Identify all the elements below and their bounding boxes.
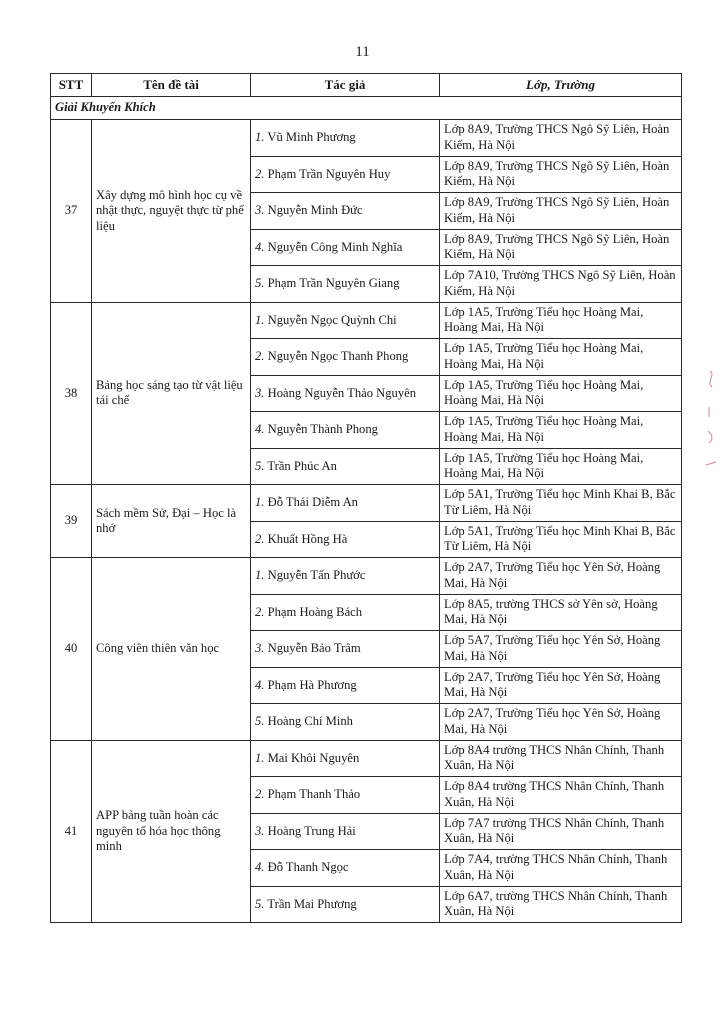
author-number: 2. — [255, 604, 265, 619]
class-school-cell: Lớp 8A9, Trường THCS Ngô Sỹ Liên, Hoàn Kiếm, Hà Nội — [440, 156, 682, 193]
section-title: Giải Khuyến Khích — [51, 97, 682, 120]
author-number: 3. — [255, 385, 265, 400]
author-name: Trần Phúc An — [267, 458, 337, 473]
class-school-cell: Lớp 6A7, trường THCS Nhân Chính, Thanh Xuân, Hà Nội — [440, 886, 682, 923]
author-name: Đỗ Thanh Ngọc — [267, 860, 349, 874]
header-topic: Tên đề tài — [92, 74, 251, 97]
author-cell — [251, 448, 440, 485]
author-number: 1. — [255, 750, 265, 765]
class-school-cell: Lớp 1A5, Trường Tiểu học Hoàng Mai, Hoàng Mai, Hà Nội — [440, 448, 682, 485]
author-name: Nguyễn Bảo Trâm — [267, 641, 361, 655]
author-cell — [251, 412, 440, 449]
class-school-cell: Lớp 8A9, Trường THCS Ngô Sỹ Liên, Hoàn Kiếm, Hà Nội — [440, 229, 682, 266]
author-cell — [251, 850, 440, 887]
class-school-cell: Lớp 2A7, Trường Tiểu học Yên Sở, Hoàng Mai, Hà Nội — [440, 558, 682, 595]
class-school-cell: Lớp 8A9, Trường THCS Ngô Sỹ Liên, Hoàn Kiếm, Hà Nội — [440, 120, 682, 157]
table-row — [51, 120, 682, 157]
author-cell — [251, 120, 440, 157]
class-school-cell: Lớp 1A5, Trường Tiểu học Hoàng Mai, Hoàng Mai, Hà Nội — [440, 339, 682, 376]
author-name: Phạm Trần Nguyên Giang — [267, 276, 400, 290]
author-cell — [251, 813, 440, 850]
topic-cell: Công viên thiên văn học — [92, 558, 251, 741]
author-name: Nguyễn Tấn Phước — [267, 568, 366, 582]
author-cell — [251, 667, 440, 704]
topic-cell: Bảng học sáng tạo từ vật liệu tái chế — [92, 302, 251, 485]
class-school-cell: Lớp 1A5, Trường Tiểu học Hoàng Mai, Hoàng Mai, Hà Nội — [440, 375, 682, 412]
author-number: 2. — [255, 531, 265, 546]
author-cell — [251, 156, 440, 193]
author-name: Nguyễn Thành Phong — [267, 422, 378, 436]
author-number: 1. — [255, 130, 265, 144]
author-number: 4. — [255, 239, 265, 254]
class-school-cell: Lớp 7A7 trường THCS Nhân Chính, Thanh Xuân, Hà Nội — [440, 813, 682, 850]
author-number: 1. — [255, 312, 265, 327]
author-number: 5. — [255, 896, 265, 911]
author-cell — [251, 594, 440, 631]
table-row — [51, 302, 682, 339]
author-name: Trần Mai Phương — [267, 896, 357, 911]
class-school-cell: Lớp 5A7, Trường Tiểu học Yên Sở, Hoàng Mai, Hà Nội — [440, 631, 682, 668]
author-name: Vũ Minh Phương — [267, 130, 356, 144]
author-name: Đỗ Thái Diễm An — [267, 495, 358, 509]
class-school-cell: Lớp 8A4 trường THCS Nhân Chính, Thanh Xuân, Hà Nội — [440, 777, 682, 814]
author-name: Nguyễn Ngọc Quỳnh Chi — [267, 312, 397, 327]
author-number: 3. — [255, 823, 265, 838]
author-number: 1. — [255, 568, 265, 582]
author-cell — [251, 777, 440, 814]
class-school-cell: Lớp 2A7, Trường Tiểu học Yên Sở, Hoàng Mai, Hà Nội — [440, 667, 682, 704]
author-cell — [251, 339, 440, 376]
author-number: 2. — [255, 166, 265, 181]
author-name: Phạm Hà Phương — [267, 677, 357, 692]
author-number: 3. — [255, 203, 265, 217]
table-body — [51, 97, 682, 923]
author-name: Nguyễn Công Minh Nghĩa — [267, 239, 403, 254]
author-cell — [251, 375, 440, 412]
class-school-cell: Lớp 5A1, Trường Tiểu học Minh Khai B, Bắc Từ Liêm, Hà Nội — [440, 521, 682, 558]
stt-cell: 41 — [51, 740, 92, 923]
margin-pen-marks — [700, 365, 722, 475]
author-number: 4. — [255, 677, 265, 692]
topic-cell: Xây dựng mô hình học cụ về nhật thực, nguyệt thực từ phế liệu — [92, 120, 251, 303]
class-school-cell: Lớp 1A5, Trường Tiểu học Hoàng Mai, Hoàng Mai, Hà Nội — [440, 412, 682, 449]
stt-cell: 38 — [51, 302, 92, 485]
author-name: Mai Khôi Nguyên — [267, 750, 360, 765]
author-name: Phạm Thanh Thảo — [267, 787, 361, 801]
topic-cell: APP bảng tuần hoàn các nguyên tố hóa học thông minh — [92, 740, 251, 923]
class-school-cell: Lớp 7A10, Trường THCS Ngô Sỹ Liên, Hoàn Kiếm, Hà Nội — [440, 266, 682, 303]
table-row — [51, 740, 682, 777]
author-cell — [251, 886, 440, 923]
page-number: 11 — [355, 44, 370, 60]
header-row — [51, 74, 682, 97]
author-number: 5. — [255, 458, 265, 473]
author-name: Hoàng Nguyễn Thảo Nguyên — [267, 385, 417, 400]
author-cell — [251, 740, 440, 777]
table-row — [51, 485, 682, 522]
author-number: 2. — [255, 349, 265, 363]
stt-cell: 39 — [51, 485, 92, 558]
class-school-cell: Lớp 5A1, Trường Tiểu học Minh Khai B, Bắc Từ Liêm, Hà Nội — [440, 485, 682, 522]
author-cell — [251, 704, 440, 741]
author-name: Phạm Hoàng Bách — [267, 604, 363, 619]
topic-cell: Sách mềm Sử, Đại – Học là nhớ — [92, 485, 251, 558]
header-stt: STT — [51, 74, 92, 97]
author-cell — [251, 302, 440, 339]
author-name: Nguyễn Ngọc Thanh Phong — [267, 349, 409, 363]
author-number: 2. — [255, 787, 265, 801]
author-number: 1. — [255, 495, 265, 509]
author-number: 4. — [255, 422, 265, 436]
author-name: Khuất Hồng Hà — [267, 531, 348, 546]
section-row — [51, 97, 682, 120]
author-cell — [251, 521, 440, 558]
table-row — [51, 558, 682, 595]
author-cell — [251, 558, 440, 595]
author-name: Nguyễn Minh Đức — [267, 203, 363, 217]
author-number: 5. — [255, 276, 265, 290]
class-school-cell: Lớp 2A7, Trường Tiểu học Yên Sở, Hoàng Mai, Hà Nội — [440, 704, 682, 741]
author-cell — [251, 229, 440, 266]
author-number: 4. — [255, 860, 265, 874]
author-name: Hoàng Trung Hải — [267, 823, 356, 838]
author-cell — [251, 485, 440, 522]
author-cell — [251, 266, 440, 303]
class-school-cell: Lớp 1A5, Trường Tiểu học Hoàng Mai, Hoàng Mai, Hà Nội — [440, 302, 682, 339]
header-class-school: Lớp, Trường — [440, 74, 682, 97]
class-school-cell: Lớp 8A5, trường THCS sở Yên sở, Hoàng Mai, Hà Nội — [440, 594, 682, 631]
class-school-cell: Lớp 8A9, Trường THCS Ngô Sỹ Liên, Hoàn Kiếm, Hà Nội — [440, 193, 682, 230]
author-number: 5. — [255, 714, 265, 728]
author-number: 3. — [255, 641, 265, 655]
class-school-cell: Lớp 8A4 trường THCS Nhân Chính, Thanh Xuân, Hà Nội — [440, 740, 682, 777]
author-name: Phạm Trần Nguyên Huy — [267, 166, 391, 181]
awards-table — [50, 73, 682, 923]
stt-cell: 40 — [51, 558, 92, 741]
stt-cell: 37 — [51, 120, 92, 303]
header-author: Tác giả — [251, 74, 440, 97]
author-cell — [251, 193, 440, 230]
author-cell — [251, 631, 440, 668]
class-school-cell: Lớp 7A4, trường THCS Nhân Chính, Thanh Xuân, Hà Nội — [440, 850, 682, 887]
author-name: Hoàng Chí Minh — [267, 714, 353, 728]
